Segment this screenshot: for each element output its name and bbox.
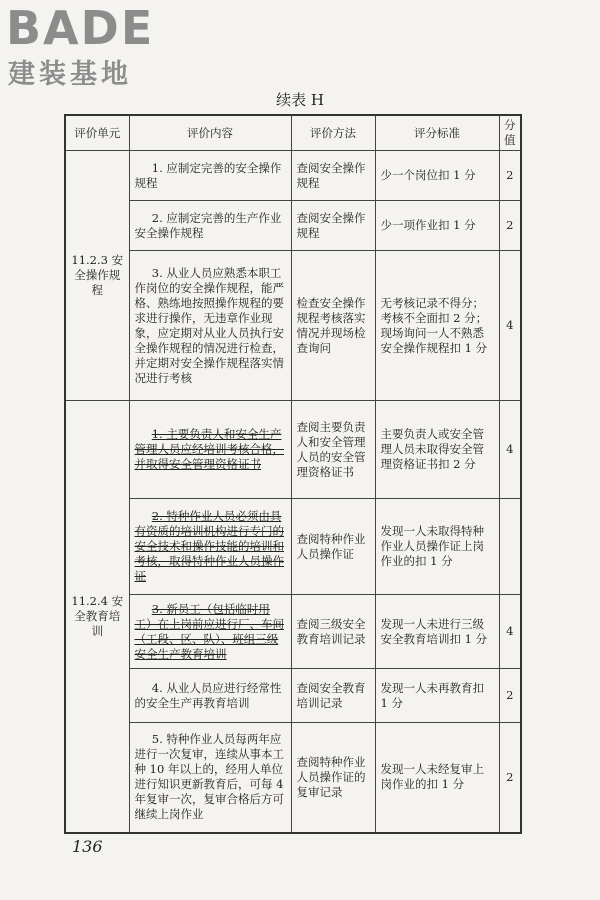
table-row <box>65 723 521 833</box>
row-standard: 发现一人未再教育扣 1 分 <box>375 669 499 723</box>
section-unit: 11.2.4 安全教育培训 <box>65 401 129 833</box>
row-score: 2 <box>499 201 521 251</box>
row-method: 查阅特种作业人员操作证 <box>291 499 375 595</box>
row-method: 查阅主要负责人和安全管理人员的安全管理资格证书 <box>291 401 375 499</box>
row-content: 1. 主要负责人和安全生产管理人员应经培训考核合格，并取得安全管理资格证书 <box>129 401 291 499</box>
table-caption: 续表 H <box>276 91 324 109</box>
row-content: 4. 从业人员应进行经常性的安全生产再教育培训 <box>129 669 291 723</box>
table-row <box>65 251 521 401</box>
header-method: 评价方法 <box>291 115 375 151</box>
row-standard: 无考核记录不得分；考核不全面扣 2 分；现场询问一人不熟悉安全操作规程扣 1 分 <box>375 251 499 401</box>
header-unit: 评价单元 <box>65 115 129 151</box>
table-row <box>65 201 521 251</box>
row-method: 查阅安全操作规程 <box>291 151 375 201</box>
row-method: 检查安全操作规程考核落实情况并现场检查询问 <box>291 251 375 401</box>
evaluation-table <box>64 114 522 834</box>
row-content: 5. 特种作业人员每两年应进行一次复审，连续从事本工种 10 年以上的，经用人单位进行知识更新教育后，可每 4 年复审一次，复审合格后方可继续上岗作业 <box>129 723 291 833</box>
row-standard: 发现一人未取得特种作业人员操作证上岗作业的扣 1 分 <box>375 499 499 595</box>
table-header-row <box>65 115 521 151</box>
row-score <box>499 499 521 595</box>
page-number: 136 <box>72 837 103 856</box>
row-content: 1. 应制定完善的安全操作规程 <box>129 151 291 201</box>
table-row <box>65 499 521 595</box>
bade-logo <box>6 1 181 94</box>
row-score: 4 <box>499 251 521 401</box>
row-score: 4 <box>499 401 521 499</box>
row-score: 2 <box>499 151 521 201</box>
row-score: 4 <box>499 595 521 669</box>
row-method: 查阅安全教育培训记录 <box>291 669 375 723</box>
row-content: 3. 从业人员应熟悉本职工作岗位的安全操作规程，能严格、熟练地按照操作规程的要求进行操作，无违章作业现象，应定期对从业人员执行安全操作规程的情况进行检查，并定期对安全操作规程落实情况进行考核 <box>129 251 291 401</box>
header-score: 分值 <box>499 115 521 151</box>
row-standard: 发现一人未进行三级安全教育培训扣 1 分 <box>375 595 499 669</box>
row-score: 2 <box>499 669 521 723</box>
row-content: 2. 特种作业人员必须由具有资质的培训机构进行专门的安全技术和操作技能的培训和考核，取得特种作业人员操作证 <box>129 499 291 595</box>
header-standard: 评分标准 <box>375 115 499 151</box>
table-row <box>65 669 521 723</box>
row-standard: 主要负责人或安全管理人员未取得安全管理资格证书扣 2 分 <box>375 401 499 499</box>
row-content: 3. 新员工（包括临时用工）在上岗前应进行厂、车间（工段、区、队）、班组三级安全生产教育培训 <box>129 595 291 669</box>
table-row <box>65 595 521 669</box>
table-row <box>65 151 521 201</box>
header-content: 评价内容 <box>129 115 291 151</box>
row-method: 查阅安全操作规程 <box>291 201 375 251</box>
row-method: 查阅三级安全教育培训记录 <box>291 595 375 669</box>
row-standard: 少一个岗位扣 1 分 <box>375 151 499 201</box>
row-standard: 发现一人未经复审上岗作业的扣 1 分 <box>375 723 499 833</box>
row-standard: 少一项作业扣 1 分 <box>375 201 499 251</box>
row-method: 查阅特种作业人员操作证的复审记录 <box>291 723 375 833</box>
row-score: 2 <box>499 723 521 833</box>
logo-wordmark: BADE <box>6 1 155 55</box>
logo-subtitle: 建装基地 <box>8 59 132 90</box>
row-content: 2. 应制定完善的生产作业安全操作规程 <box>129 201 291 251</box>
section-unit: 11.2.3 安全操作规程 <box>65 151 129 401</box>
table-row <box>65 401 521 499</box>
